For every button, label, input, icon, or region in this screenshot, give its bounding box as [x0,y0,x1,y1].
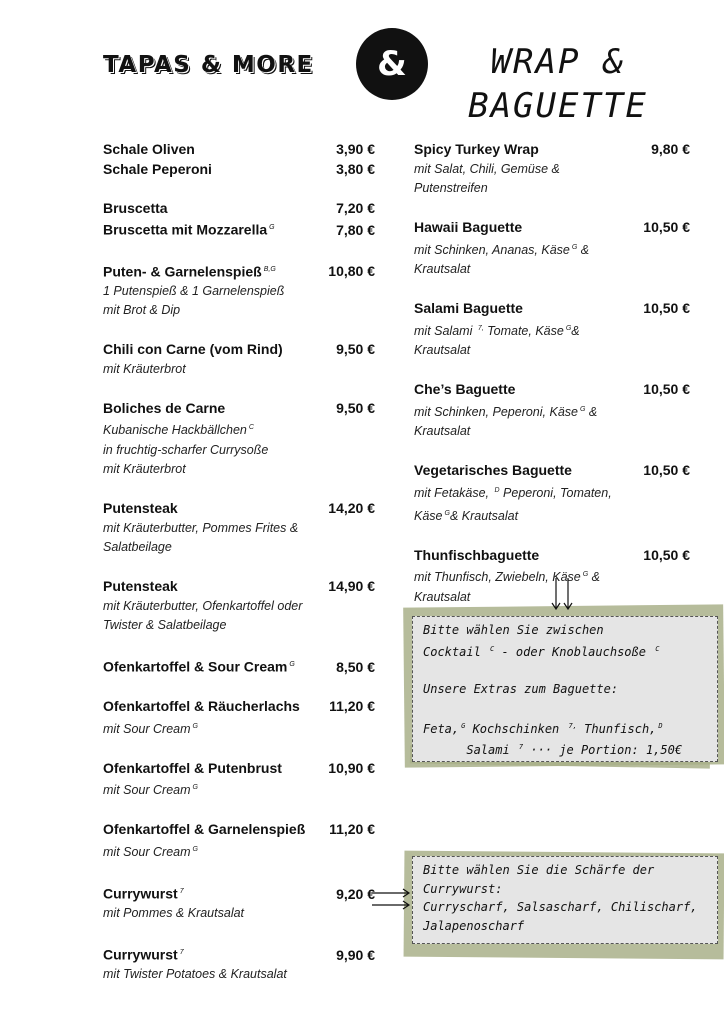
menu-item-description: mit Thunfisch, Zwiebeln, Käse $^G$ & [414,570,601,585]
menu-item-name: Currywurst $^7$ [103,946,184,963]
note-line: Bitte wählen Sie zwischen [423,623,604,637]
menu-item-description: Krautsalat [414,589,471,604]
menu-item-price: 9,80 € [651,141,690,157]
menu-item-price: 9,50 € [336,341,375,358]
menu-item-price: 10,90 € [328,759,375,776]
menu-item-name: Puten- & Garnelenspieß $^{B,G}$ [103,263,276,280]
menu-item [103,499,375,558]
menu-item-name: Ofenkartoffel & Räucherlachs [103,698,300,715]
menu-item-description: mit Salat, Chili, Gemüse & [414,161,560,176]
menu-item-row [103,577,375,597]
menu-item-row [103,697,375,717]
menu-item-description: Salatbeilage [103,540,172,555]
menu-item-name: Spicy Turkey Wrap [414,141,539,157]
menu-item [103,340,375,379]
menu-item-name: Putensteak [103,500,178,517]
menu-item [103,820,375,862]
menu-item-description: Kubanische Hackbällchen $^C$ [103,423,254,438]
allergen-mark: C [490,644,495,653]
menu-item [103,655,375,677]
menu-item-price: 11,20 € [329,698,375,715]
header-right-line-2: BAGUETTE [468,86,648,126]
menu-item-row [414,380,690,400]
menu-item-price: 7,20 € [336,199,375,216]
note-line [423,698,707,717]
menu-item [103,943,375,985]
menu-item-price: 8,50 € [336,659,375,676]
allergen-mark: D [494,486,500,494]
menu-item-description: mit Kräuterbutter, Pommes Frites & [103,520,299,535]
menu-item [103,399,375,480]
menu-item-price: 3,80 € [336,160,375,177]
allergen-mark: G [582,571,589,579]
allergen-mark: 7 [518,743,524,751]
allergen-mark: G [192,784,198,792]
menu-item-row [103,499,375,519]
menu-item-description: mit Schinken, Peperoni, Käse $^G$ & [414,404,598,419]
allergen-mark: B,G [263,265,276,273]
allergen-mark: G [289,661,295,669]
allergen-mark: 7, [477,324,484,332]
note-line: Currywurst: [423,881,503,896]
menu-item-description: mit Sour Cream $^G$ [103,721,198,736]
menu-item-price: 10,50 € [643,381,690,398]
menu-item-price: 11,20 € [329,821,375,838]
menu-item-name: Che’s Baguette [414,381,516,398]
note-line: Feta, $^G$ Kochschinken $^{7,}$ Thunfisch, $^D$ [423,721,663,736]
allergen-mark: G [444,509,450,517]
right-arrows-icon [370,886,412,912]
menu-item-name: Salami Baguette [414,300,523,317]
menu-item-price: 7,80 € [336,221,375,238]
menu-item [103,260,375,321]
menu-item-description: mit Twister Potatoes & Krautsalat [103,967,287,982]
menu-item-description: Krautsalat [414,262,471,277]
menu-item-price: 14,20 € [328,500,375,517]
menu-item-description: mit Salami $^{7,}$ Tomate, Käse $^G$& [414,323,580,338]
menu-item-price: 10,80 € [328,263,375,280]
menu-item-row [103,943,375,965]
menu-item-row [414,299,690,319]
menu-item-price: 10,50 € [643,546,690,563]
menu-item-price: 9,90 € [336,946,375,963]
header-left-title: TAPAS & MORE [103,52,314,78]
menu-item [103,218,375,240]
menu-item-row [103,882,375,904]
menu-item-price: 10,50 € [643,219,690,235]
menu-item-description: mit Brot & Dip [103,303,181,318]
menu-item [414,299,690,361]
menu-item-row [103,260,375,282]
menu-item-name: Bruscetta mit Mozzarella $^G$ [103,221,275,238]
menu-item-name: Ofenkartoffel & Putenbrust [103,759,282,776]
menu-item-row [103,199,375,219]
menu-item-name: Schale Oliven [103,141,195,157]
menu-item-row [414,546,690,566]
menu-item-row [414,218,690,238]
menu-item-row [414,140,690,160]
menu-item-name: Currywurst $^7$ [103,885,184,902]
allergen-mark: 7 [179,949,184,957]
menu-item-price: 9,20 € [336,885,375,902]
allergen-mark: 7, [568,721,577,730]
ampersand-badge: & [356,28,428,100]
allergen-mark: G [269,224,275,231]
allergen-mark: 7 [179,888,184,896]
menu-item [103,160,375,180]
header-right-line-1: WRAP & [490,42,626,82]
menu-item [103,577,375,636]
menu-item [414,218,690,280]
menu-item-description: mit Pommes & Krautsalat [103,906,245,921]
menu-item-description: mit Sour Cream $^G$ [103,845,198,860]
allergen-mark: C [248,424,254,432]
menu-item-description: Krautsalat [414,343,471,358]
menu-item-name: Thunfischbaguette [414,546,540,563]
menu-item-description: Twister & Salatbeilage [103,618,227,633]
menu-item-description: mit Sour Cream $^G$ [103,783,198,798]
menu-item-price: 10,50 € [643,300,690,317]
note-line [423,661,707,680]
menu-item [103,759,375,801]
sauce-extras-note [412,616,718,762]
allergen-mark: G [571,243,578,251]
menu-item-name: Chili con Carne (vom Rind) [103,341,283,358]
down-arrows-icon [548,576,578,616]
menu-item-name: Putensteak [103,578,178,595]
menu-item [414,461,690,526]
menu-item [103,199,375,219]
menu-item-description: mit Kräuterbrot [103,361,186,376]
note-line: Unsere Extras zum Baguette: [423,681,619,696]
menu-item-row [414,461,690,481]
menu-item-name: Ofenkartoffel & Garnelenspieß [103,821,306,838]
header-right-title [448,40,668,128]
allergen-mark: G [461,721,466,730]
menu-item-price: 9,50 € [336,399,375,416]
menu-item-row [103,340,375,360]
spice-level-note [412,856,718,944]
allergen-mark: D [658,721,663,730]
allergen-mark: C [655,644,660,653]
menu-item-name: Hawaii Baguette [414,219,523,235]
menu-item-description: mit Kräuterbrot [103,462,186,477]
menu-item-price: 10,50 € [643,462,690,479]
menu-item-name: Ofenkartoffel & Sour Cream $^G$ [103,659,295,676]
note-line: Jalapenoscharf [423,918,525,933]
note-line: Cocktail $^C$ - oder Knoblauchsoße $^C$ [423,644,660,659]
menu-item-row [103,140,375,160]
menu-item-price: 3,90 € [336,141,375,157]
note-line: Curryscharf, Salsascharf, Chilischarf, [423,900,698,914]
menu-item-name: Bruscetta [103,199,168,216]
menu-item [414,380,690,442]
allergen-mark: G [579,405,586,413]
allergen-mark: G [192,845,198,853]
menu-item-row [103,399,375,419]
menu-item-description: mit Kräuterbutter, Ofenkartoffel oder [103,598,303,613]
menu-item-row [103,160,375,180]
menu-item [103,882,375,924]
tapas-column [103,140,375,985]
menu-item-row [103,218,375,240]
menu-item-description: 1 Putenspieß & 1 Garnelenspieß [103,283,285,298]
menu-item [103,697,375,739]
menu-item-description: mit Fetakäse, $^D$ Peperoni, Tomaten, [414,486,612,501]
menu-item-description: mit Schinken, Ananas, Käse $^G$ & [414,242,590,257]
menu-item-row [103,759,375,779]
menu-item-description: Putenstreifen [414,181,488,195]
menu-item-row [103,820,375,840]
menu-item-name: Vegetarisches Baguette [414,462,572,479]
menu-item-price: 14,90 € [328,578,375,595]
menu-item-description: Käse $^G$& Krautsalat [414,508,519,523]
note-line: Salami $^7$ ··· je Portion: 1,50€ [423,743,683,757]
baguette-column [414,140,690,607]
allergen-mark: G [192,722,198,730]
menu-item-name: Schale Peperoni [103,160,212,177]
note-line: Bitte wählen Sie die Schärfe der [423,863,655,877]
menu-item-description: in fruchtig-scharfer Currysoße [103,442,269,457]
menu-item [103,140,375,160]
menu-item-row [103,655,375,677]
allergen-mark: G [565,324,572,332]
menu-item [414,140,690,199]
menu-item-description: Krautsalat [414,424,471,439]
menu-item-name: Boliches de Carne [103,399,226,416]
